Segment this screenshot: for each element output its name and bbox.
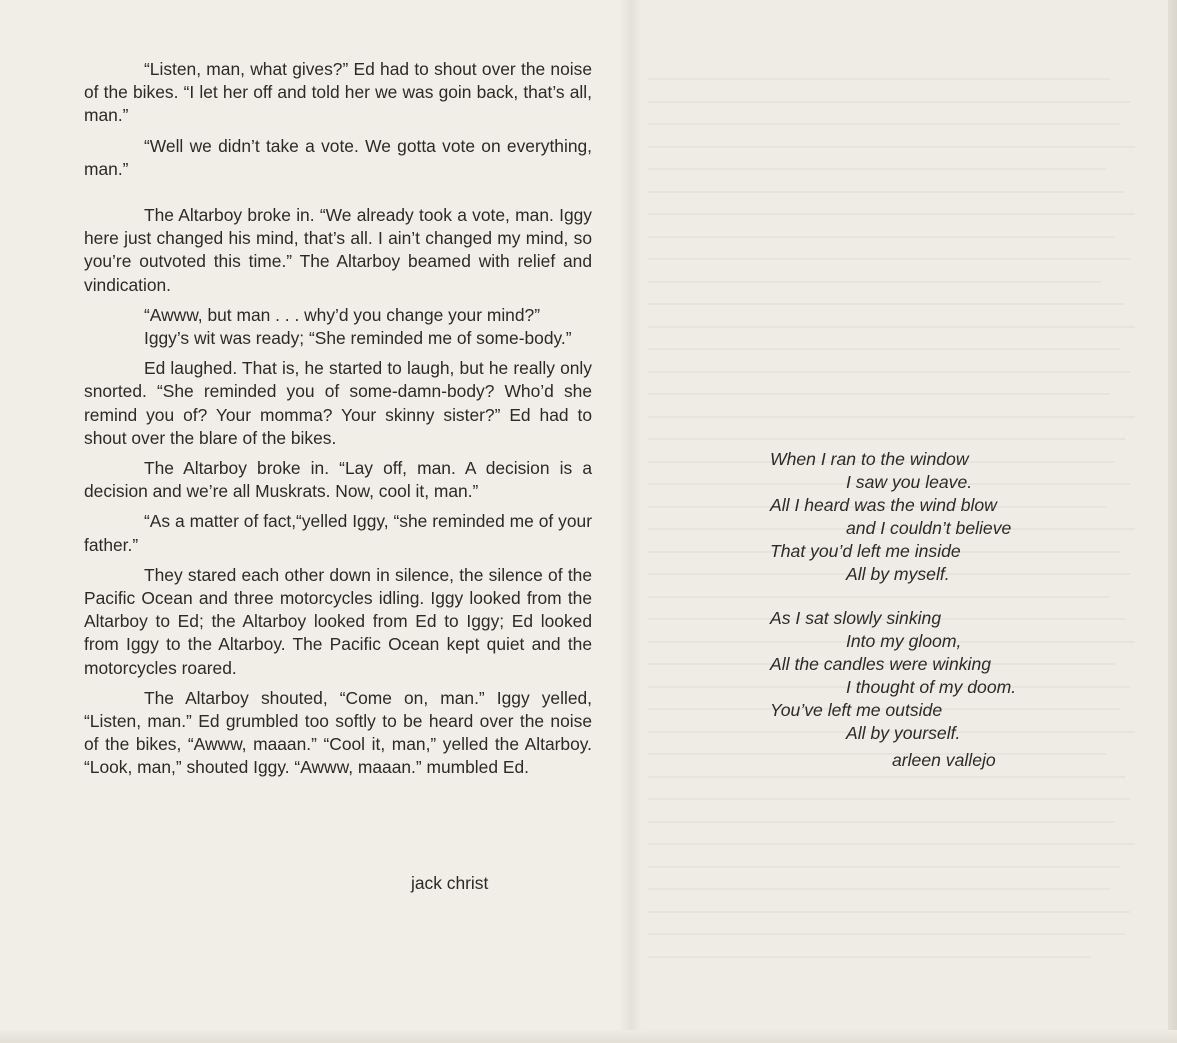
poem — [770, 448, 1070, 772]
story-paragraph: The Altarboy broke in. “We already took a vote, man. Iggy here just changed his mind, that’s all. I ain’t changed my mind, so you’re outvoted this time.” The Altarboy beamed with relief and vindication. — [84, 205, 592, 295]
page-edge-right — [1168, 0, 1177, 1043]
story-paragraph: “Well we didn’t take a vote. We gotta vote on everything, man.” — [84, 135, 592, 179]
stanza-break — [770, 585, 1070, 607]
story-author: jack christ — [411, 873, 489, 893]
poem-line: When I ran to the window — [770, 449, 969, 469]
poem-line: I saw you leave. — [846, 471, 973, 492]
story-paragraph: Iggy’s wit was ready; “She reminded me of some-body.” — [144, 328, 572, 349]
poem-line: All the candles were winking — [770, 654, 992, 675]
story-paragraph: They stared each other down in silence, the silence of the Pacific Ocean and three motorcycles idling. Iggy looked from the Altarboy to Ed; the Altarboy looked from Ed to Iggy; Ed looked from Iggy to the Altarboy. The Pacific Ocean kept quiet and the motorcycles roared. — [84, 564, 592, 678]
story-paragraph: “As a matter of fact,“yelled Iggy, “she reminded me of your father.” — [84, 511, 592, 555]
story-paragraph: “Listen, man, what gives?” Ed had to shout over the noise of the bikes. “I let her off and told her we was goin back, that’s all, man.” — [84, 59, 592, 126]
page-edge-bottom — [0, 1030, 1177, 1043]
poem-line: As I sat slowly sinking — [770, 608, 942, 629]
poem-author: arleen vallejo — [892, 749, 996, 770]
story-paragraph: Ed laughed. That is, he started to laugh, but he really only snorted. “She reminded you of some-damn-body? Who’d she remind you of? Your momma? Your skinny sister?” Ed had to shout over the blare of the bikes. — [84, 358, 592, 448]
poem-line: You’ve left me outside — [770, 700, 943, 721]
story-paragraph: The Altarboy broke in. “Lay off, man. A decision is a decision and we’re all Muskrats. Now, cool it, man.” — [84, 458, 592, 502]
poem-line: All by yourself. — [846, 722, 961, 743]
story-text — [84, 58, 592, 780]
story-paragraph: “Awww, but man . . . why’d you change your mind?” — [144, 304, 540, 325]
poem-line: I thought of my doom. — [846, 677, 1017, 698]
story-paragraph: The Altarboy shouted, “Come on, man.” Iggy yelled, “Listen, man.” Ed grumbled too softly to be heard over the noise of the bikes, “Awww, maaan.” “Cool it, man,” yelled the Altarboy. “Look, man,” shouted Iggy. “Awww, maaan.” mumbled Ed. — [84, 687, 592, 778]
poem-line: All by myself. — [846, 563, 950, 584]
poem-line: Into my gloom, — [846, 631, 962, 652]
poem-line: and I couldn’t believe — [846, 517, 1012, 538]
page-gutter — [618, 0, 642, 1043]
poem-line: All I heard was the wind blow — [770, 494, 997, 515]
poem-line: That you’d left me inside — [770, 540, 961, 561]
